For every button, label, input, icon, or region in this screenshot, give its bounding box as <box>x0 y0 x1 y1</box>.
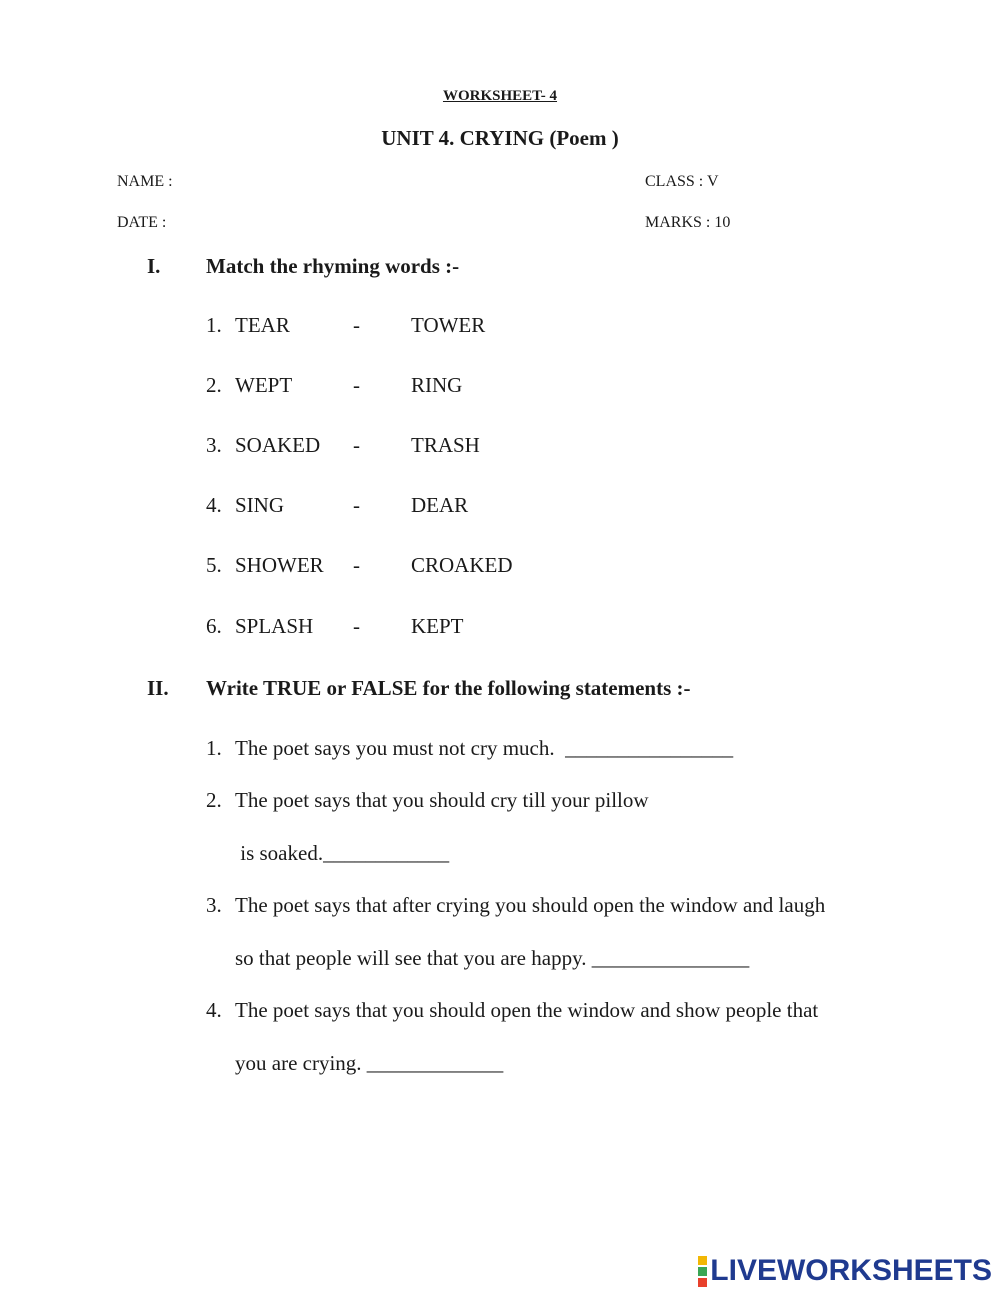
section-2-numeral: II. <box>147 676 169 700</box>
item-word: WEPT <box>235 373 293 397</box>
statement-1-number: 1. <box>206 736 222 760</box>
statement-3-text: The poet says that after crying you should open the window and laugh <box>235 893 826 917</box>
section-1-numeral: I. <box>147 254 161 278</box>
item-number: 6. <box>206 614 222 638</box>
item-match: TRASH <box>411 433 480 457</box>
statement-2-number: 2. <box>206 788 222 812</box>
section-1-title: Match the rhyming words :- <box>206 254 460 278</box>
match-item <box>206 493 606 519</box>
item-dash: - <box>353 433 360 457</box>
logo-text: LIVEWORKSHEETS <box>710 1254 992 1287</box>
item-dash: - <box>353 373 360 397</box>
item-number: 2. <box>206 373 222 397</box>
item-number: 4. <box>206 493 222 517</box>
unit-title: UNIT 4. CRYING (Poem ) <box>381 126 619 150</box>
match-item <box>206 373 606 399</box>
item-number: 1. <box>206 313 222 337</box>
date-label: DATE : <box>117 214 167 231</box>
statement-2-text: The poet says that you should cry till your pillow <box>235 788 649 812</box>
logo-mark-icon <box>698 1255 707 1288</box>
item-dash: - <box>353 493 360 517</box>
statement-2-continuation: is soaked.____________ <box>235 841 450 865</box>
item-word: SHOWER <box>235 553 324 577</box>
item-word: SPLASH <box>235 614 314 638</box>
item-match: DEAR <box>411 493 469 517</box>
item-word: TEAR <box>235 313 290 337</box>
match-item <box>206 313 606 339</box>
statement-4-text: The poet says that you should open the window and show people that <box>235 998 819 1022</box>
match-item <box>206 614 606 640</box>
marks-label: MARKS : 10 <box>645 214 731 231</box>
item-word: SOAKED <box>235 433 321 457</box>
statement-1-text: The poet says you must not cry much. ________________ <box>235 736 734 760</box>
item-number: 3. <box>206 433 222 457</box>
statement-3-continuation: so that people will see that you are happy. _______________ <box>235 946 750 970</box>
class-label: CLASS : V <box>645 173 719 190</box>
item-word: SING <box>235 493 285 517</box>
name-label: NAME : <box>117 173 173 190</box>
match-item <box>206 433 606 459</box>
statement-4-number: 4. <box>206 998 222 1022</box>
item-match: RING <box>411 373 463 397</box>
liveworksheets-logo <box>698 1254 992 1288</box>
item-dash: - <box>353 313 360 337</box>
statement-4-continuation: you are crying. _____________ <box>235 1051 504 1075</box>
item-dash: - <box>353 614 360 638</box>
match-item <box>206 553 606 579</box>
item-match: TOWER <box>411 313 486 337</box>
item-dash: - <box>353 553 360 577</box>
item-number: 5. <box>206 553 222 577</box>
item-match: CROAKED <box>411 553 513 577</box>
item-match: KEPT <box>411 614 464 638</box>
section-2-title: Write TRUE or FALSE for the following statements :- <box>206 676 691 700</box>
worksheet-number: WORKSHEET- 4 <box>442 88 558 104</box>
statement-3-number: 3. <box>206 893 222 917</box>
